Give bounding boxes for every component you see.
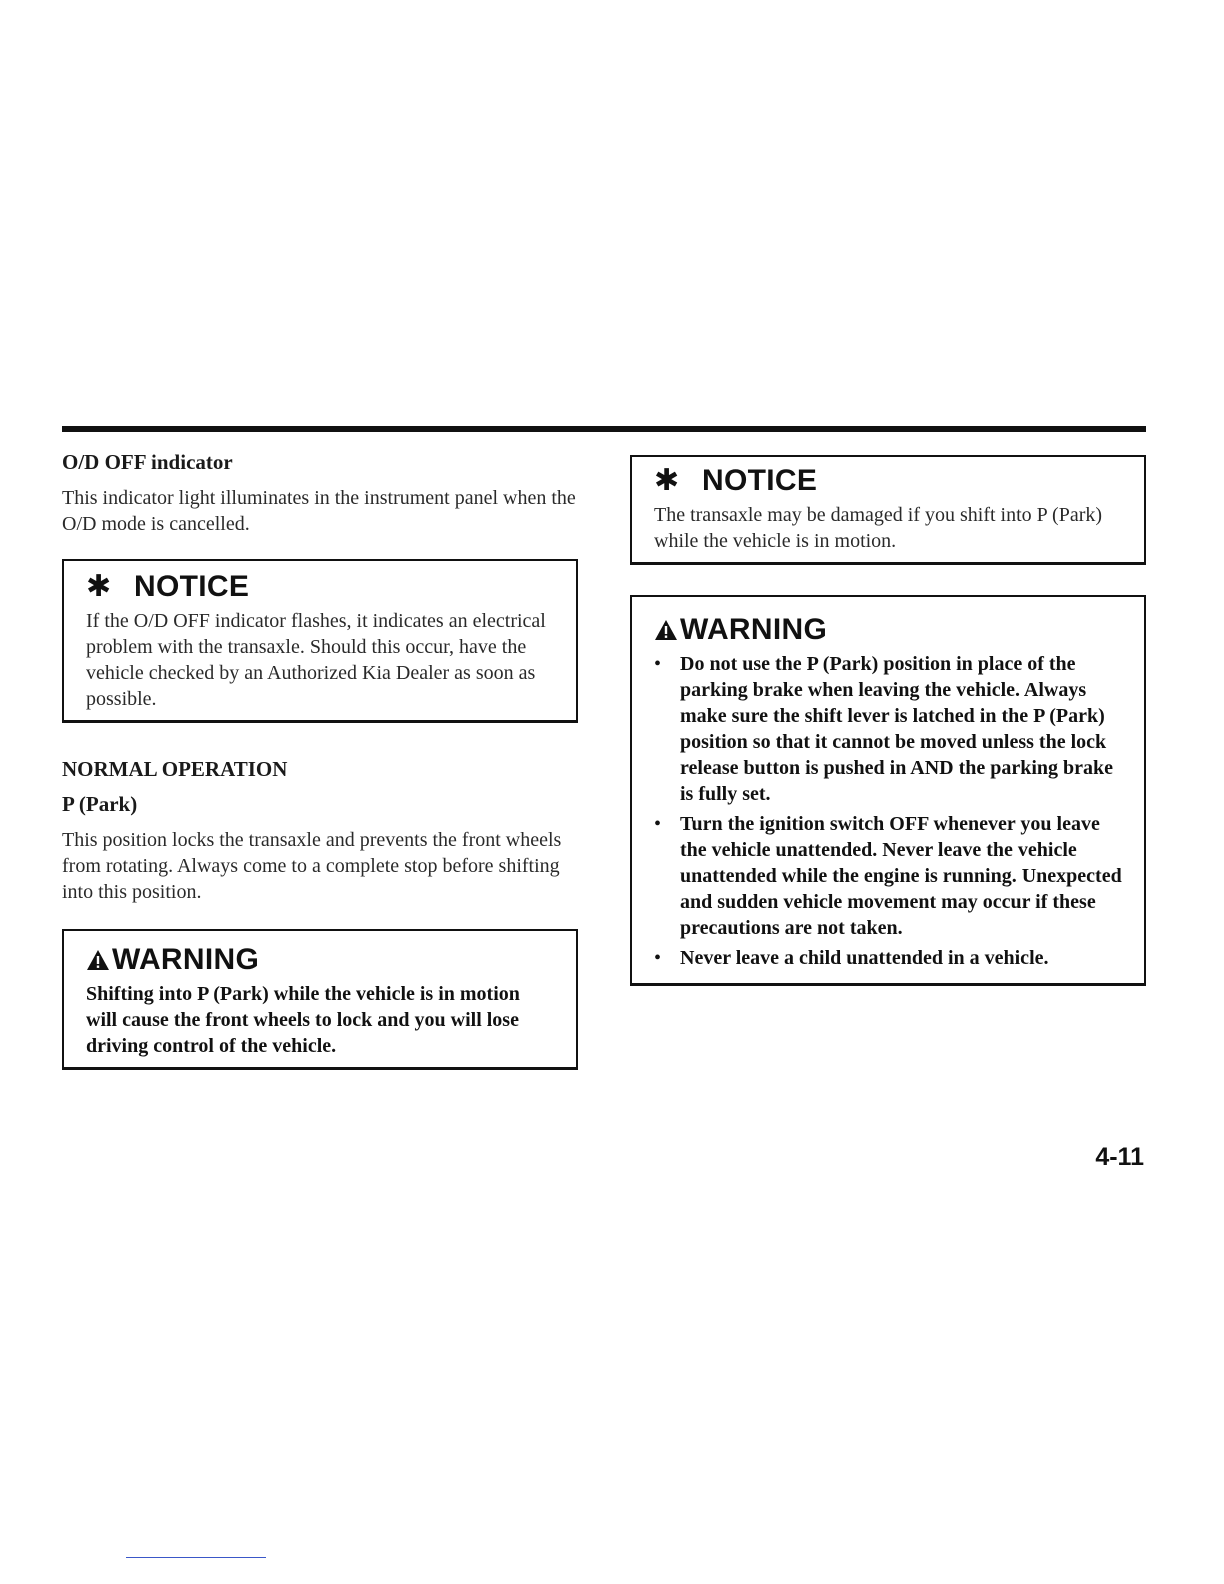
park-subheading: P (Park) <box>62 792 138 816</box>
notice-title-text: NOTICE <box>702 463 818 497</box>
od-off-heading: O/D OFF indicator <box>62 450 233 474</box>
od-off-text: This indicator light illuminates in the instrument panel when the O/D mode is cancelled. <box>62 487 576 535</box>
notice-text: The transaxle may be damaged if you shift into P (Park) while the vehicle is in motion. <box>654 504 1103 552</box>
notice-title <box>86 569 554 604</box>
bottom-link-line <box>126 1557 266 1558</box>
left-column <box>62 450 578 1070</box>
normal-operation-heading: NORMAL OPERATION <box>62 757 288 781</box>
warning-title <box>654 613 1122 647</box>
notice-box-left <box>62 559 578 723</box>
right-column <box>630 455 1146 986</box>
warning-box-left <box>62 929 578 1070</box>
asterisk-icon: ✱ <box>86 570 112 603</box>
warning-triangle-icon <box>86 949 110 971</box>
asterisk-icon: ✱ <box>654 464 680 497</box>
list-item: • Turn the ignition switch OFF whenever you leave the vehicle unattended. Never leave the vehicle unattended while the engine is running. Unexpected and sudden vehicle movement may occur if these precautions are not taken. <box>654 813 1122 939</box>
list-item: • Do not use the P (Park) position in place of the parking brake when leaving the vehicle. Always make sure the shift lever is latched in the P (Park) position so that it cannot be moved unless the lock release button is pushed in AND the parking brake is fully set. <box>654 653 1114 805</box>
notice-box-right <box>630 455 1146 565</box>
warning-box-right <box>630 595 1146 986</box>
notice-title <box>654 463 1122 498</box>
notice-title-text: NOTICE <box>134 569 250 603</box>
park-text: This position locks the transaxle and prevents the front wheels from rotating. Always come to a complete stop before shifting into this position. <box>62 829 562 903</box>
warning-triangle-icon <box>654 619 678 641</box>
warning-title <box>86 943 554 977</box>
warning-bullet-list <box>654 651 1122 971</box>
list-item: • Never leave a child unattended in a vehicle. <box>654 947 1049 969</box>
warning-title-text: WARNING <box>680 613 828 646</box>
top-rule <box>62 426 1146 432</box>
warning-title-text: WARNING <box>112 943 260 976</box>
page-number: 4-11 <box>1095 1143 1144 1171</box>
notice-text: If the O/D OFF indicator flashes, it indicates an electrical problem with the transaxle. Should this occur, have the vehicle checked by an Authorized Kia Dealer as soon as possible. <box>86 610 546 710</box>
warning-text: Shifting into P (Park) while the vehicle is in motion will cause the front wheels to lock and you will lose driving control of the vehicle. <box>86 983 520 1057</box>
